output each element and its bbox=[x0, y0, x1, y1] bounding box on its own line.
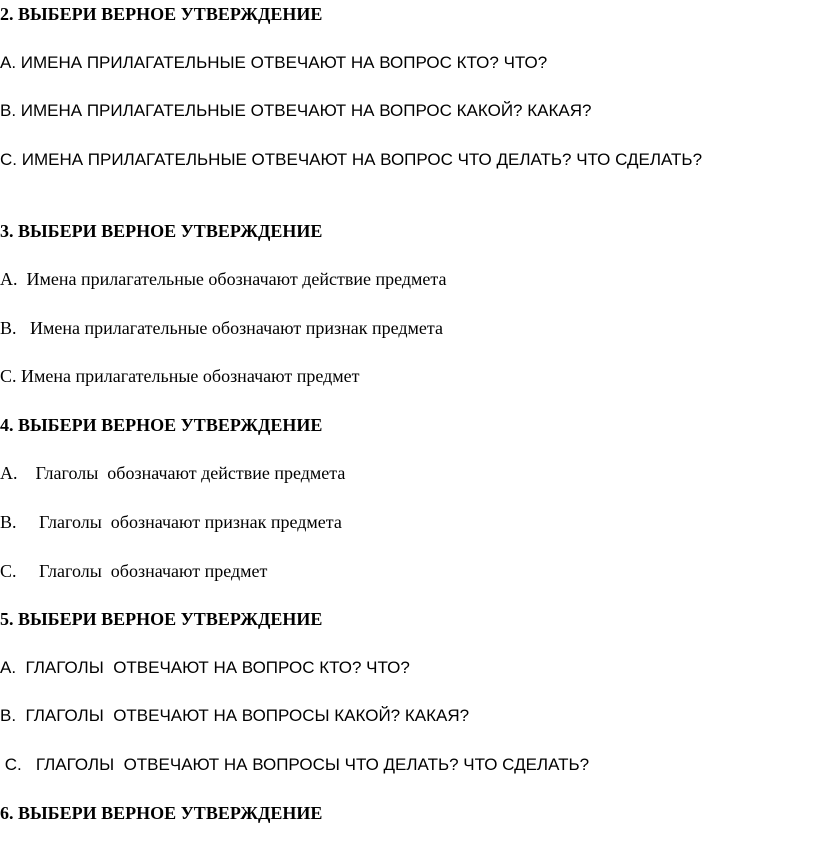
question-6-heading: 6. ВЫБЕРИ ВЕРНОЕ УТВЕРЖДЕНИЕ bbox=[0, 803, 323, 823]
question-4-option-a: А. Глаголы обозначают действие предмета bbox=[0, 463, 346, 483]
question-3-option-a: А. Имена прилагательные обозначают действие предмета bbox=[0, 269, 447, 289]
question-3-option-b: В. Имена прилагательные обозначают признак предмета bbox=[0, 318, 443, 338]
question-2-option-c: С. ИМЕНА ПРИЛАГАТЕЛЬНЫЕ ОТВЕЧАЮТ НА ВОПРОС ЧТО ДЕЛАТЬ? ЧТО СДЕЛАТЬ? bbox=[0, 150, 703, 169]
question-5-option-b: В. ГЛАГОЛЫ ОТВЕЧАЮТ НА ВОПРОСЫ КАКОЙ? КАКАЯ? bbox=[0, 706, 470, 725]
question-3-option-c: С. Имена прилагательные обозначают предмет bbox=[0, 366, 360, 386]
question-2-option-b: В. ИМЕНА ПРИЛАГАТЕЛЬНЫЕ ОТВЕЧАЮТ НА ВОПРОС КАКОЙ? КАКАЯ? bbox=[0, 101, 592, 120]
question-4-option-b: В. Глаголы обозначают признак предмета bbox=[0, 512, 342, 532]
question-2-option-a: А. ИМЕНА ПРИЛАГАТЕЛЬНЫЕ ОТВЕЧАЮТ НА ВОПРОС КТО? ЧТО? bbox=[0, 53, 548, 72]
question-2-heading: 2. ВЫБЕРИ ВЕРНОЕ УТВЕРЖДЕНИЕ bbox=[0, 4, 323, 24]
question-3-heading: 3. ВЫБЕРИ ВЕРНОЕ УТВЕРЖДЕНИЕ bbox=[0, 221, 323, 241]
question-4-heading: 4. ВЫБЕРИ ВЕРНОЕ УТВЕРЖДЕНИЕ bbox=[0, 415, 323, 435]
question-5-option-c: С. ГЛАГОЛЫ ОТВЕЧАЮТ НА ВОПРОСЫ ЧТО ДЕЛАТЬ? ЧТО СДЕЛАТЬ? bbox=[0, 755, 590, 774]
question-5-option-a: А. ГЛАГОЛЫ ОТВЕЧАЮТ НА ВОПРОС КТО? ЧТО? bbox=[0, 658, 410, 677]
question-5-heading: 5. ВЫБЕРИ ВЕРНОЕ УТВЕРЖДЕНИЕ bbox=[0, 609, 323, 629]
question-4-option-c: С. Глаголы обозначают предмет bbox=[0, 561, 268, 581]
